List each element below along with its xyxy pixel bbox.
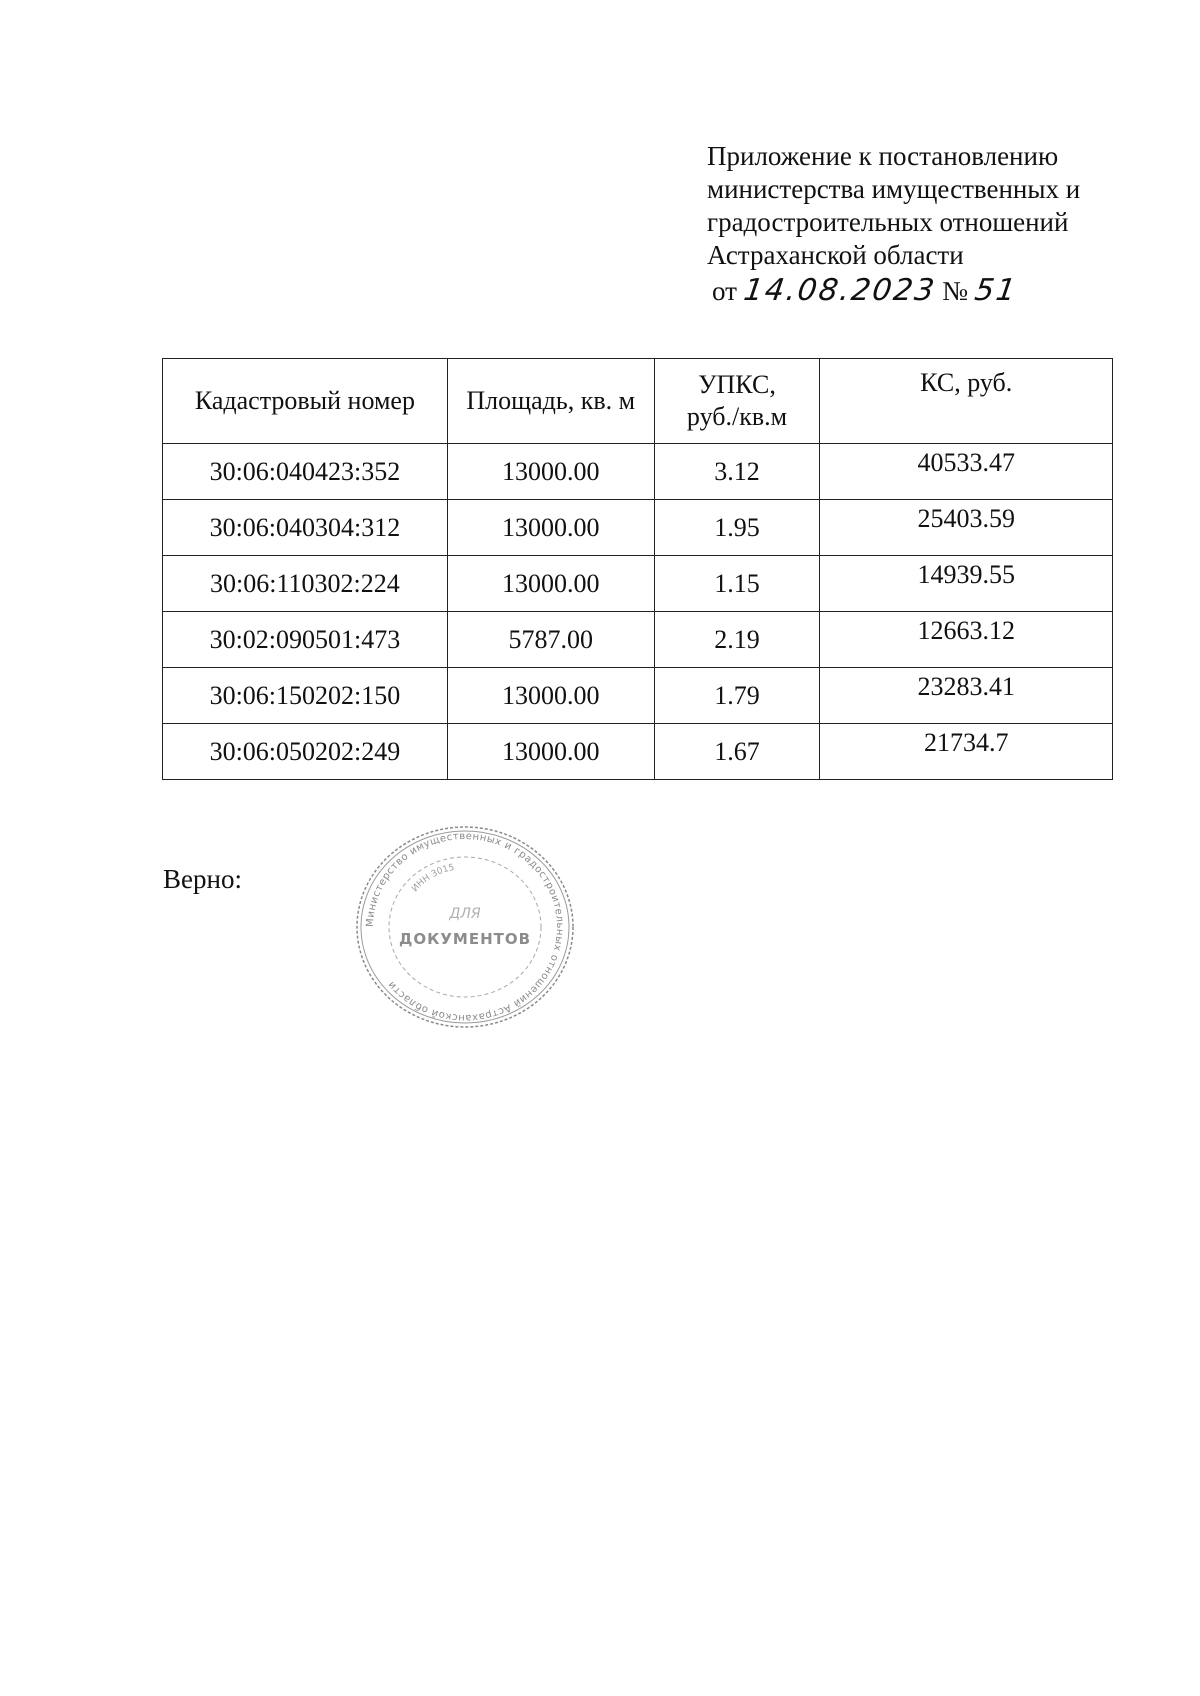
cell-upks: 1.79: [654, 668, 820, 724]
cell-upks: 1.15: [654, 556, 820, 612]
cell-cadastral-number: 30:06:050202:249: [163, 724, 448, 780]
stamp-outer-ring-inner: [361, 831, 569, 1023]
table-row: [163, 556, 1113, 612]
cell-area: 13000.00: [447, 556, 654, 612]
cell-area: 5787.00: [447, 612, 654, 668]
cell-upks: 1.95: [654, 500, 820, 556]
column-header-area: Площадь, кв. м: [447, 359, 654, 444]
document-header: [707, 140, 1080, 308]
cell-cadastral-number: 30:06:040304:312: [163, 500, 448, 556]
table-header-row: [163, 359, 1113, 444]
cell-cadastral-number: 30:02:090501:473: [163, 612, 448, 668]
table-row: [163, 724, 1113, 780]
cell-cadastral-number: 30:06:150202:150: [163, 668, 448, 724]
header-line-4: Астраханской области: [707, 240, 964, 270]
column-header-upks: УПКС, руб./кв.м: [654, 359, 820, 444]
table-row: [163, 668, 1113, 724]
cell-ks: 23283.41: [820, 668, 1113, 724]
official-stamp: [350, 822, 580, 1032]
cell-upks: 1.67: [654, 724, 820, 780]
header-date-line: [712, 274, 1080, 308]
cadastral-value-table: [162, 358, 1113, 780]
header-line-1: Приложение к постановлению: [707, 141, 1059, 171]
cell-area: 13000.00: [447, 668, 654, 724]
cell-cadastral-number: 30:06:110302:224: [163, 556, 448, 612]
stamp-center-line-2: ДОКУМЕНТОВ: [398, 930, 532, 948]
verno-label: Верно:: [163, 864, 242, 894]
stamp-inner-ring: [389, 857, 541, 997]
cell-upks: 2.19: [654, 612, 820, 668]
stamp-outer-text: Министерство имущественных и градостроительных отношений Астраханской области: [364, 830, 566, 1024]
cell-upks: 3.12: [654, 444, 820, 500]
cell-ks: 40533.47: [820, 444, 1113, 500]
cell-ks: 12663.12: [820, 612, 1113, 668]
cell-ks: 21734.7: [820, 724, 1113, 780]
cell-area: 13000.00: [447, 724, 654, 780]
column-header-cadastral-number: Кадастровый номер: [163, 359, 448, 444]
stamp-center-line-1: ДЛЯ: [449, 906, 481, 922]
header-line-3: градостроительных отношений: [707, 207, 1069, 237]
cell-cadastral-number: 30:06:040423:352: [163, 444, 448, 500]
handwritten-date: 14.08.2023: [741, 273, 938, 308]
table-row: [163, 612, 1113, 668]
handwritten-number: 51: [972, 273, 1020, 308]
table-row: [163, 444, 1113, 500]
header-line-2: министерства имущественных и: [707, 174, 1081, 204]
cell-area: 13000.00: [447, 444, 654, 500]
table-row: [163, 500, 1113, 556]
date-prefix: от: [712, 276, 737, 306]
cell-ks: 25403.59: [820, 500, 1113, 556]
number-sign: №: [942, 276, 968, 306]
stamp-inner-text: ИНН 3015: [410, 862, 456, 895]
column-header-ks: КС, руб.: [820, 359, 1113, 444]
cell-area: 13000.00: [447, 500, 654, 556]
cell-ks: 14939.55: [820, 556, 1113, 612]
